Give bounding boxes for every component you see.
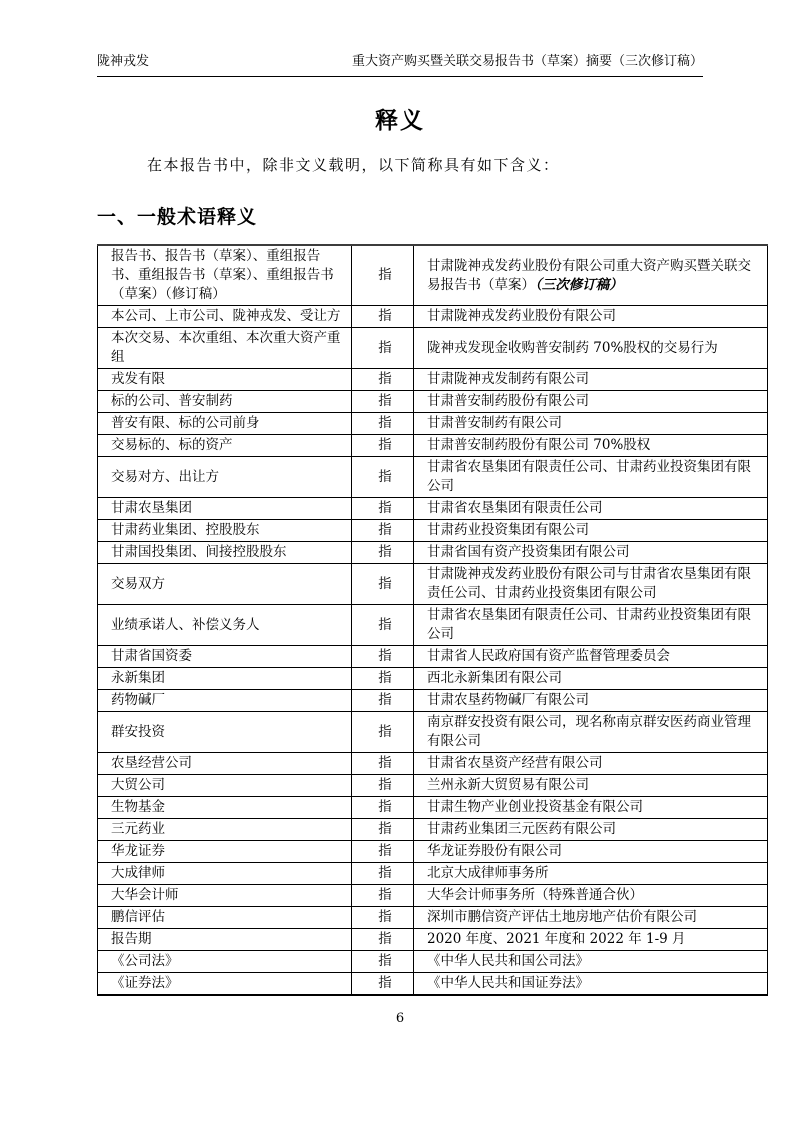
table-row <box>98 775 768 797</box>
indicator-cell: 指 <box>352 542 414 564</box>
term-cell: 甘肃省国资委 <box>98 646 352 668</box>
table-row <box>98 646 768 668</box>
table-row <box>98 413 768 435</box>
indicator-cell: 指 <box>352 369 414 391</box>
term-cell: 药物碱厂 <box>98 690 352 712</box>
indicator-cell: 指 <box>352 753 414 775</box>
definition-cell: 甘肃省农垦集团有限责任公司、甘肃药业投资集团有限公司 <box>414 457 768 498</box>
definition-cell: 陇神戎发现金收购普安制药 70%股权的交易行为 <box>414 328 768 369</box>
definition-cell: 甘肃陇神戎发药业股份有限公司与甘肃省农垦集团有限责任公司、甘肃药业投资集团有限公司 <box>414 564 768 605</box>
definition-cell: 华龙证券股份有限公司 <box>414 841 768 863</box>
table-row <box>98 542 768 564</box>
definition-cell: 甘肃农垦药物碱厂有限公司 <box>414 690 768 712</box>
term-cell: 鹏信评估 <box>98 907 352 929</box>
table-row <box>98 328 768 369</box>
definitions-table <box>97 244 768 996</box>
term-cell: 大贸公司 <box>98 775 352 797</box>
term-cell: 普安有限、标的公司前身 <box>98 413 352 435</box>
indicator-cell: 指 <box>352 951 414 973</box>
term-cell: 《证券法》 <box>98 973 352 996</box>
table-row <box>98 712 768 753</box>
table-row <box>98 369 768 391</box>
table-row <box>98 245 768 306</box>
indicator-cell: 指 <box>352 668 414 690</box>
indicator-cell: 指 <box>352 929 414 951</box>
term-cell: 标的公司、普安制药 <box>98 391 352 413</box>
indicator-cell: 指 <box>352 328 414 369</box>
indicator-cell: 指 <box>352 775 414 797</box>
definition-cell: 南京群安投资有限公司，现名称南京群安医药商业管理有限公司 <box>414 712 768 753</box>
table-row <box>98 863 768 885</box>
indicator-cell: 指 <box>352 907 414 929</box>
term-cell: 本次交易、本次重组、本次重大资产重组 <box>98 328 352 369</box>
header-row <box>97 53 703 77</box>
table-row <box>98 306 768 328</box>
definition-cell: 甘肃普安制药股份有限公司 <box>414 391 768 413</box>
definition-cell: 甘肃省人民政府国有资产监督管理委员会 <box>414 646 768 668</box>
definition-cell: 甘肃省农垦集团有限责任公司、甘肃药业投资集团有限公司 <box>414 605 768 646</box>
term-cell: 交易对方、出让方 <box>98 457 352 498</box>
definition-cell: 甘肃普安制药股份有限公司 70%股权 <box>414 435 768 457</box>
term-cell: 《公司法》 <box>98 951 352 973</box>
page-footer <box>97 1010 703 1028</box>
term-cell: 生物基金 <box>98 797 352 819</box>
definition-cell: 大华会计师事务所（特殊普通合伙） <box>414 885 768 907</box>
indicator-cell: 指 <box>352 885 414 907</box>
table-row <box>98 951 768 973</box>
table-row <box>98 753 768 775</box>
term-cell: 三元药业 <box>98 819 352 841</box>
table-row <box>98 973 768 996</box>
indicator-cell: 指 <box>352 973 414 996</box>
definition-cell: 《中华人民共和国证券法》 <box>414 973 768 996</box>
indicator-cell: 指 <box>352 863 414 885</box>
definition-cell: 甘肃省农垦集团有限责任公司 <box>414 498 768 520</box>
indicator-cell: 指 <box>352 819 414 841</box>
term-cell: 业绩承诺人、补偿义务人 <box>98 605 352 646</box>
indicator-cell: 指 <box>352 391 414 413</box>
indicator-cell: 指 <box>352 712 414 753</box>
table-row <box>98 841 768 863</box>
indicator-cell: 指 <box>352 520 414 542</box>
indicator-cell: 指 <box>352 841 414 863</box>
table-row <box>98 435 768 457</box>
intro-paragraph: 在本报告书中，除非文义载明，以下简称具有如下含义： <box>147 156 560 174</box>
table-row <box>98 564 768 605</box>
term-cell: 甘肃国投集团、间接控股股东 <box>98 542 352 564</box>
term-cell: 本公司、上市公司、陇神戎发、受让方 <box>98 306 352 328</box>
table-row <box>98 498 768 520</box>
indicator-cell: 指 <box>352 646 414 668</box>
term-cell: 大成律师 <box>98 863 352 885</box>
table-row <box>98 885 768 907</box>
table-row <box>98 797 768 819</box>
header-company-name: 陇神戎发 <box>97 54 150 69</box>
table-row <box>98 520 768 542</box>
indicator-cell: 指 <box>352 498 414 520</box>
indicator-cell: 指 <box>352 245 414 306</box>
table-row <box>98 819 768 841</box>
term-cell: 华龙证券 <box>98 841 352 863</box>
term-cell: 戎发有限 <box>98 369 352 391</box>
table-row <box>98 668 768 690</box>
definitions-table-body <box>98 245 768 995</box>
term-cell: 农垦经营公司 <box>98 753 352 775</box>
term-cell: 报告期 <box>98 929 352 951</box>
definition-cell: 甘肃生物产业创业投资基金有限公司 <box>414 797 768 819</box>
definition-cell: 甘肃普安制药有限公司 <box>414 413 768 435</box>
definition-cell: 2020 年度、2021 年度和 2022 年 1-9 月 <box>414 929 768 951</box>
header-document-title: 重大资产购买暨关联交易报告书（草案）摘要（三次修订稿） <box>351 54 703 69</box>
table-row <box>98 907 768 929</box>
term-cell: 甘肃药业集团、控股股东 <box>98 520 352 542</box>
definition-cell: 甘肃药业集团三元医药有限公司 <box>414 819 768 841</box>
table-row <box>98 457 768 498</box>
section-heading-general-terms: 一、一般术语释义 <box>97 206 258 228</box>
term-cell: 大华会计师 <box>98 885 352 907</box>
definition-cell: 甘肃陇神戎发制药有限公司 <box>414 369 768 391</box>
term-cell: 交易双方 <box>98 564 352 605</box>
table-row <box>98 690 768 712</box>
definition-cell: 甘肃省农垦资产经营有限公司 <box>414 753 768 775</box>
definition-emphasis: （三次修订稿） <box>535 276 623 293</box>
term-cell: 报告书、报告书（草案）、重组报告书、重组报告书（草案）、重组报告书（草案）（修订稿） <box>98 245 352 306</box>
definition-cell: 甘肃药业投资集团有限公司 <box>414 520 768 542</box>
definition-cell: 兰州永新大贸贸易有限公司 <box>414 775 768 797</box>
indicator-cell: 指 <box>352 690 414 712</box>
indicator-cell: 指 <box>352 306 414 328</box>
table-row <box>98 391 768 413</box>
definition-cell: 甘肃陇神戎发药业股份有限公司 <box>414 306 768 328</box>
term-cell: 甘肃农垦集团 <box>98 498 352 520</box>
term-cell: 群安投资 <box>98 712 352 753</box>
indicator-cell: 指 <box>352 413 414 435</box>
page-title: 释义 <box>375 108 425 134</box>
definition-cell: 西北永新集团有限公司 <box>414 668 768 690</box>
definition-cell: 甘肃省国有资产投资集团有限公司 <box>414 542 768 564</box>
term-cell: 交易标的、标的资产 <box>98 435 352 457</box>
table-row <box>98 929 768 951</box>
definition-cell: 北京大成律师事务所 <box>414 863 768 885</box>
indicator-cell: 指 <box>352 457 414 498</box>
indicator-cell: 指 <box>352 605 414 646</box>
definition-cell: 深圳市鹏信资产评估土地房地产估价有限公司 <box>414 907 768 929</box>
indicator-cell: 指 <box>352 435 414 457</box>
definition-cell: 《中华人民共和国公司法》 <box>414 951 768 973</box>
term-cell: 永新集团 <box>98 668 352 690</box>
running-header <box>97 0 703 77</box>
definition-cell: 甘肃陇神戎发药业股份有限公司重大资产购买暨关联交易报告书（草案）（三次修订稿） <box>414 245 768 306</box>
page-number: 6 <box>395 1011 405 1026</box>
table-row <box>98 605 768 646</box>
indicator-cell: 指 <box>352 564 414 605</box>
indicator-cell: 指 <box>352 797 414 819</box>
